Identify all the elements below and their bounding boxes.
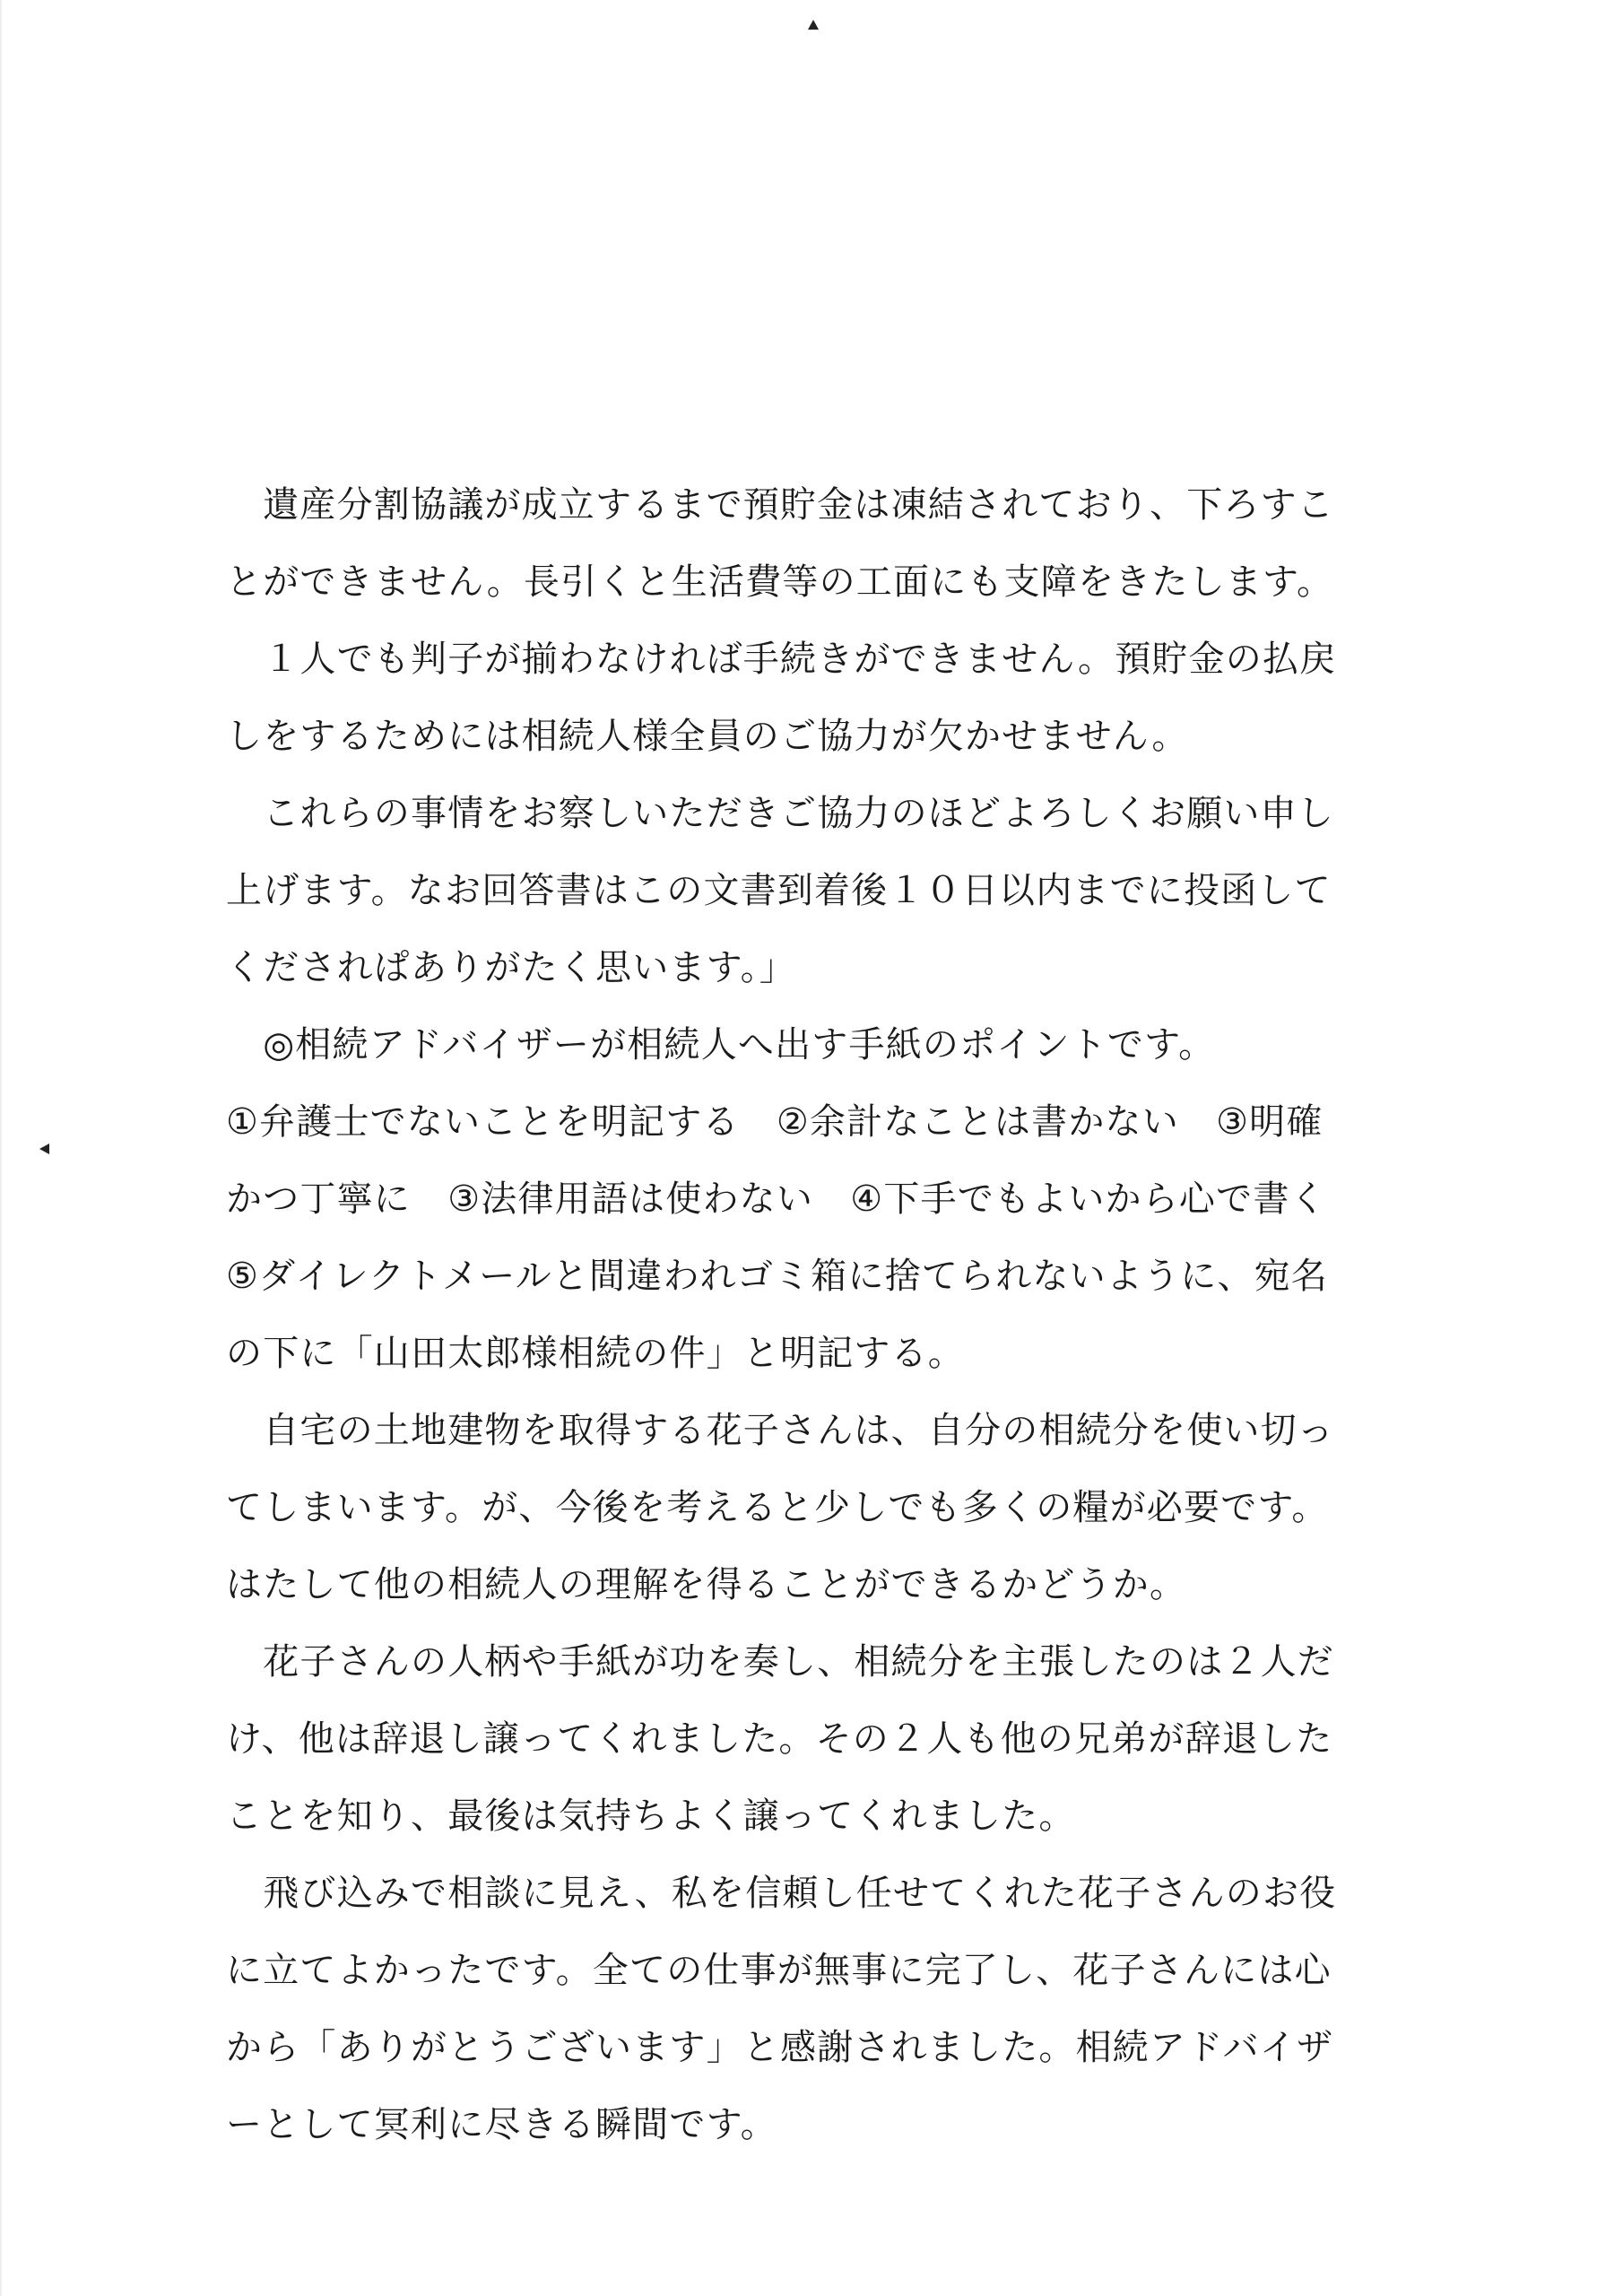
text-line: くだされぱありがたく思います。」: [226, 947, 796, 988]
text-line: 花子さんの人柄や手紙が功を奏し、相続分を主張したのは２人だ: [226, 1641, 1334, 1683]
body-text: [226, 466, 1392, 2163]
text-line: ◎相続アドバイザーが相続人へ出す手紙のポイントです。: [226, 1024, 1216, 1065]
text-line: 自宅の土地建物を取得する花子さんは、自分の相続分を使い切っ: [226, 1410, 1334, 1451]
text-line: ーとして冥利に尽きる瞬間です。: [226, 2104, 777, 2145]
scan-edge: [0, 0, 3, 2296]
text-line: かつ丁寧に ③法律用語は使わない ④下手でもよいから心で書く: [226, 1178, 1327, 1220]
text-line: しをするためには相続人様全員のご協力が欠かせません。: [226, 716, 1189, 757]
text-line: てしまいます。が、今後を考えると少しでも多くの糧が必要です。: [226, 1487, 1329, 1528]
text-line: とができません。長引くと生活費等の工面にも支障をきたします。: [226, 561, 1334, 603]
text-line: ⑤ダイレクトメールと間違われゴミ箱に捨てられないように、宛名: [226, 1256, 1329, 1297]
text-line: ことを知り、最後は気持ちよく譲ってくれました。: [226, 1796, 1076, 1837]
text-line: 上げます。なお回答書はこの文書到着後１０日以内までに投函して: [226, 870, 1332, 911]
text-line: に立てよかったです。全ての仕事が無事に完了し、花子さんには心: [226, 1950, 1332, 1991]
text-line: １人でも判子が揃わなければ手続きができません。預貯金の払戻: [226, 639, 1337, 680]
text-line: の下に「山田太郎様相続の件」と明記する。: [226, 1333, 965, 1374]
text-line: これらの事情をお察しいただきご協力のほどよろしくお願い申し: [226, 793, 1334, 834]
text-line: から「ありがとうございます」と感謝されました。相続アドバイザ: [226, 2027, 1334, 2068]
text-line: 飛び込みで相談に見え、私を信頼し任せてくれた花子さんのお役: [226, 1873, 1337, 1914]
text-line: ①弁護士でないことを明記する ②余計なことは書かない ③明確: [226, 1101, 1324, 1143]
text-line: け、他は辞退し譲ってくれました。その２人も他の兄弟が辞退した: [226, 1718, 1333, 1760]
text-line: はたして他の相続人の理解を得ることができるかどうか。: [226, 1564, 1187, 1605]
left-margin-marker-icon: [39, 1144, 49, 1154]
text-line: 遺産分割協議が成立するまで預貯金は凍結されており、下ろすこ: [226, 484, 1334, 526]
top-center-marker-icon: [808, 20, 819, 30]
